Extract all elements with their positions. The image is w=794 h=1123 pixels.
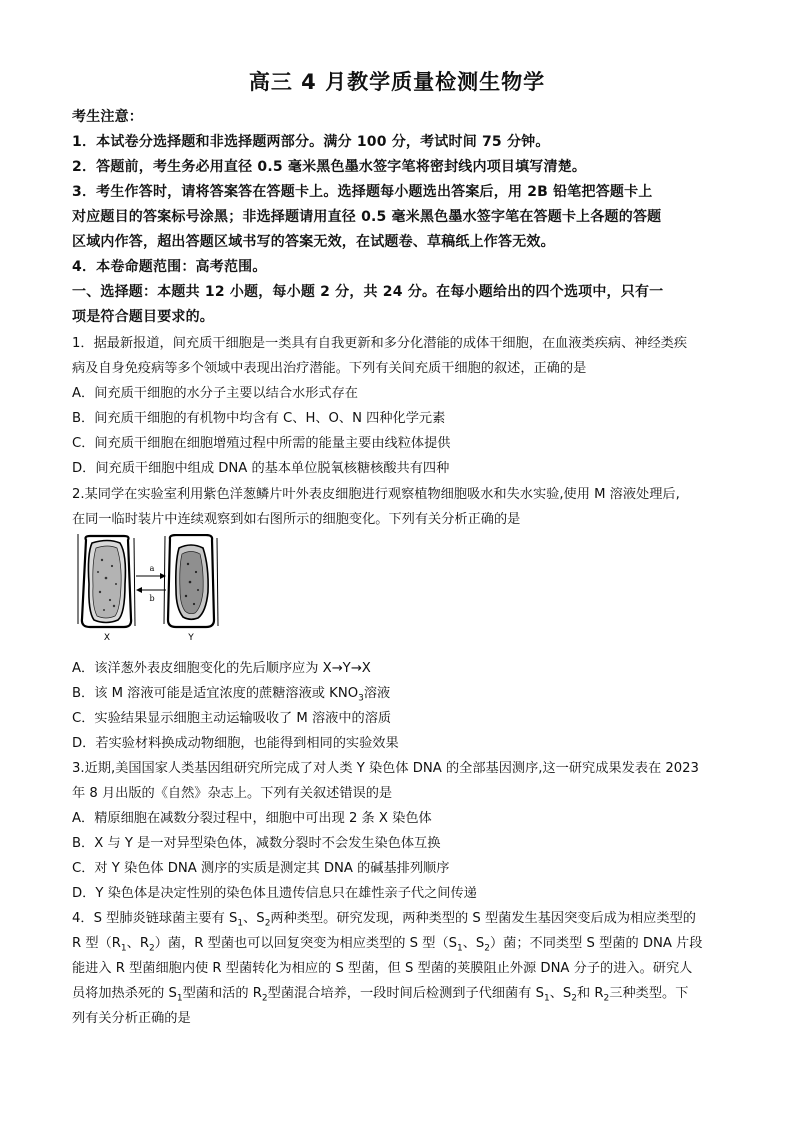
transition-arrows	[136, 573, 166, 593]
q2-stem-line-2: 在同一临时装片中连续观察到如右图所示的细胞变化。下列有关分析正确的是	[72, 512, 521, 527]
notice-item-3-line-2: 对应题目的答案标号涂黑；非选择题请用直径 0.5 毫米黑色墨水签字笔在答题卡上各题的答题	[72, 209, 662, 225]
notice-item-4: 4．本卷命题范围：高考范围。	[72, 259, 267, 275]
q1-option-a: A．间充质干细胞的水分子主要以结合水形式存在	[72, 386, 358, 401]
q2-option-a: A．该洋葱外表皮细胞变化的先后顺序应为 X→Y→X	[72, 661, 371, 676]
q2-option-d: D．若实验材料换成动物细胞，也能得到相同的实验效果	[72, 736, 399, 751]
q4-stem-line-5: 列有关分析正确的是	[72, 1011, 191, 1026]
q1-stem-line-2: 病及自身免疫病等多个领域中表现出治疗潜能。下列有关间充质干细胞的叙述，正确的是	[72, 361, 587, 376]
cell-plasmolysis-figure	[72, 534, 222, 642]
q3-stem-line-2: 年 8 月出版的《自然》杂志上。下列有关叙述错误的是	[72, 786, 393, 801]
q1-stem-line-1: 1．据最新报道，间充质干细胞是一类具有自我更新和多分化潜能的成体干细胞，在血液类疾病、神经类疾	[72, 336, 688, 351]
notice-item-1: 1．本试卷分选择题和非选择题两部分。满分 100 分，考试时间 75 分钟。	[72, 134, 550, 150]
q4-stem-line-2: R 型（$R_1$、$R_2$）菌，R 型菌也可以回复突变为相应类型的 S 型（$S_1$、$S_2$）菌；不同类型 S 型菌的 DNA 片段	[72, 936, 703, 954]
q3-stem-line-1: 3.近期,美国国家人类基因组研究所完成了对人类 Y 染色体 DNA 的全部基因测序,这一研究成果发表在 2023	[72, 761, 699, 776]
q3-option-b: B．X 与 Y 是一对异型染色体，减数分裂时不会发生染色体互换	[72, 836, 441, 851]
arrow-a-label: a	[149, 564, 155, 573]
q3-option-c: C．对 Y 染色体 DNA 测序的实质是测定其 DNA 的碱基排列顺序	[72, 861, 450, 876]
notice-item-2: 2．答题前，考生务必用直径 0.5 毫米黑色墨水签字笔将密封线内项目填写清楚。	[72, 159, 587, 175]
section-heading-line-1: 一、选择题：本题共 12 小题，每小题 2 分，共 24 分。在每小题给出的四个选项中，只有一	[72, 284, 664, 300]
cell-x-diagram	[78, 534, 135, 627]
q2-option-c: C．实验结果显示细胞主动运输吸收了 M 溶液中的溶质	[72, 711, 392, 726]
cell-y-label: Y	[188, 633, 194, 642]
q2-option-b: B．该 M 溶液可能是适宜浓度的蔗糖溶液或 $KNO_3$溶液	[72, 686, 391, 704]
page-title: 高三 4 月教学质量检测生物学	[248, 70, 546, 94]
q1-option-c: C．间充质干细胞在细胞增殖过程中所需的能量主要由线粒体提供	[72, 436, 451, 451]
q1-option-b: B．间充质干细胞的有机物中均含有 C、H、O、N 四种化学元素	[72, 411, 446, 426]
arrow-b-label: b	[149, 594, 155, 603]
notice-heading: 考生注意：	[72, 109, 143, 125]
q4-stem-line-4: 员将加热杀死的 $S_1$型菌和活的 $R_2$型菌混合培养，一段时间后检测到子代细菌有 $S_1$、$S_2$和 $R_2$三种类型。下	[72, 986, 689, 1004]
cell-y-diagram	[164, 535, 218, 627]
section-heading-line-2: 项是符合题目要求的。	[72, 309, 214, 325]
q3-option-a: A．精原细胞在减数分裂过程中，细胞中可出现 2 条 X 染色体	[72, 811, 432, 826]
notice-item-3-line-1: 3．考生作答时，请将答案答在答题卡上。选择题每小题选出答案后，用 2B 铅笔把答题卡上	[72, 184, 653, 200]
q4-stem-line-1: 4．S 型肺炎链球菌主要有 $S_1$、$S_2$两种类型。研究发现，两种类型的 S 型菌发生基因突变后成为相应类型的	[72, 911, 696, 929]
q2-stem-line-1: 2.某同学在实验室利用紫色洋葱鳞片叶外表皮细胞进行观察植物细胞吸水和失水实验,使用 M 溶液处理后,	[72, 487, 680, 502]
q3-option-d: D．Y 染色体是决定性别的染色体且遗传信息只在雄性亲子代之间传递	[72, 886, 477, 901]
cell-x-label: X	[103, 633, 111, 642]
notice-item-3-line-3: 区域内作答，超出答题区域书写的答案无效，在试题卷、草稿纸上作答无效。	[72, 234, 555, 250]
q1-option-d: D．间充质干细胞中组成 DNA 的基本单位脱氧核糖核酸共有四种	[72, 461, 450, 476]
q4-stem-line-3: 能进入 R 型菌细胞内使 R 型菌转化为相应的 S 型菌，但 S 型菌的荚膜阻止外源 DNA 分子的进入。研究人	[72, 961, 693, 976]
